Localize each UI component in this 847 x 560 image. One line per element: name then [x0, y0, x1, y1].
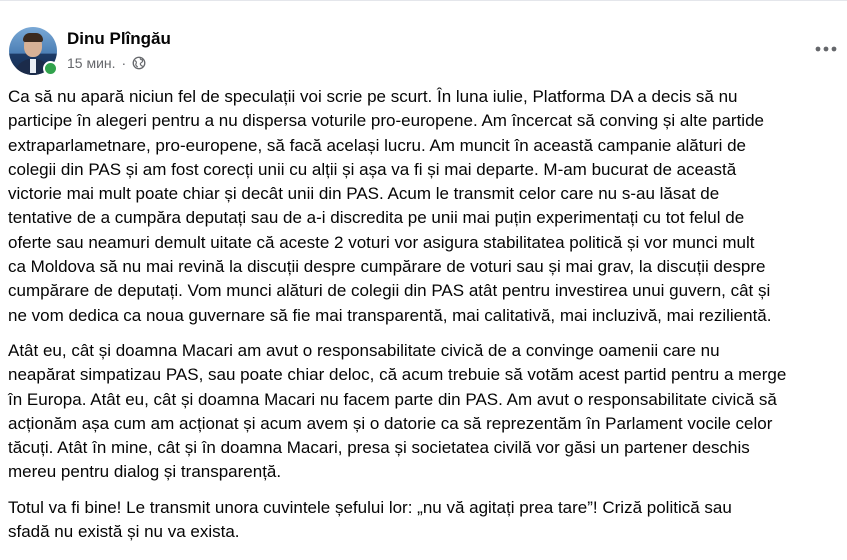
- text-line: tentative de a cumpăra deputați sau de a-i discredita pe unii mai puțin experimentați cu tot felul de: [8, 208, 745, 228]
- text-line: ca Moldova să nu mai revină la discuții despre cumpărare de voturi sau și mai grav, la discuții despre: [8, 257, 766, 277]
- post-header: [0, 0, 847, 90]
- more-options-button[interactable]: [812, 36, 840, 60]
- meta-separator: ·: [121, 55, 127, 71]
- text-line: acționăm așa cum am acționat și acum avem și o datorie ca să reprezentăm în Parlament vocile celor: [8, 413, 773, 433]
- text-line: extraparlametnare, pro-europene, să facă același lucru. Am muncit în această campanie alături de: [8, 135, 747, 155]
- more-horizontal-icon: [815, 39, 837, 57]
- text-line: tăcuți. Atât în mine, cât și în doamna Macari, presa și societatea civilă vor găsi un partener deschis: [8, 438, 750, 458]
- text-line: Atât eu, cât și doamna Macari am avut o responsabilitate civică de a convinge oamenii care nu: [8, 340, 720, 360]
- text-line: neapărat simpatizau PAS, sau poate chiar deloc, că acum trebuie să votăm acest partid pentru a merge: [8, 365, 787, 385]
- post-paragraph-3: [8, 496, 844, 545]
- post-text: [8, 85, 844, 555]
- text-line: ne vom dedica ca noua guvernare să fie mai transparentă, mai calitativă, mai incluzivă, mai rezilientă.: [8, 305, 772, 325]
- online-status-icon: [43, 61, 58, 76]
- post-paragraph-1: [8, 85, 844, 328]
- post-paragraph-2: [8, 339, 844, 485]
- text-line: participe în alegeri pentru a nu dispersa voturile pro-europene. Am încercat să conving și alte partide: [8, 111, 764, 131]
- text-line: colegii din PAS și am fost corecți unii cu alții și așa va fi și mai departe. M-am bucurat de această: [8, 159, 737, 179]
- avatar-shirt-shape: [30, 59, 36, 73]
- text-line: în Europa. Atât eu, cât și doamna Macari nu facem parte din PAS. Am avut o responsabilitate civică să: [8, 389, 777, 409]
- text-line: mereu pentru dialog și transparență.: [8, 462, 282, 482]
- avatar-hair-shape: [23, 33, 43, 42]
- text-line: oferte sau neamuri demult uitate că aceste 2 voturi vor asigura stabilitatea politică și vor munci mult: [8, 232, 755, 252]
- text-line: Totul va fi bine! Le transmit unora cuvintele șefului lor: „nu vă agitați prea tare”! Criză politică sau: [8, 497, 732, 517]
- text-line: Ca să nu apară niciun fel de speculații voi scrie pe scurt. În luna iulie, Platforma DA a decis să nu: [8, 87, 738, 106]
- post-meta: [67, 54, 146, 72]
- text-line: victorie mai mult poate chiar și decât unii din PAS. Acum le transmit celor care nu s-au lăsat de: [8, 184, 720, 204]
- text-line: cumpărare de deputați. Vom munci alături de colegii din PAS atât pentru investirea unui guvern, cât și: [8, 281, 771, 301]
- post-time[interactable]: 15 мин.: [67, 55, 116, 71]
- author-name[interactable]: Dinu Plîngău: [67, 29, 171, 48]
- globe-icon[interactable]: [132, 56, 146, 70]
- text-line: sfadă nu există și nu va exista.: [8, 522, 240, 542]
